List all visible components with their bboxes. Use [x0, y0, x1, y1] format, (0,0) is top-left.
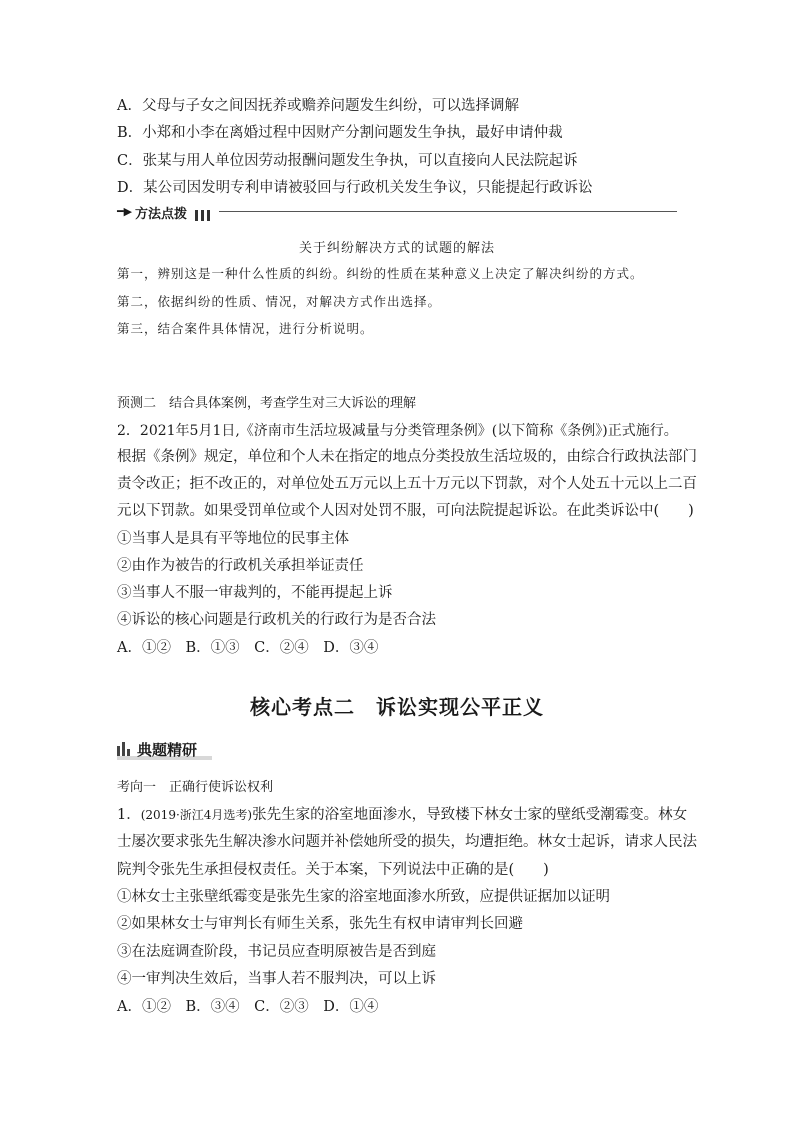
- method-point-1: 第一，辨别这是一种什么性质的纠纷。纠纷的性质在某种意义上决定了解决纠纷的方式。: [117, 266, 644, 281]
- question-2-line-3: 责令改正；拒不改正的，对单位处五万元以上五十万元以下罚款，对个人处五十元以上二百: [117, 476, 697, 492]
- statement-4: ④一审判决生效后，当事人若不服判决，可以上诉: [117, 971, 436, 987]
- bar-blocks-icon: [195, 206, 213, 217]
- direction-heading: 考向一 正确行使诉讼权利: [117, 780, 274, 795]
- divider-line: [219, 211, 677, 212]
- question-2-line-2: 根据《条例》规定，单位和个人未在指定的地点分类投放生活垃圾的，由综合行政执法部门: [117, 449, 697, 465]
- question-2-line-4: 元以下罚款。如果受罚单位或个人因对处罚不服，可向法院提起诉讼。在此类诉讼中( ): [117, 503, 694, 519]
- statement-2: ②由作为被告的行政机关承担举证责任: [117, 558, 364, 574]
- method-tip-label: 方法点拨: [135, 207, 188, 222]
- statement-2: ②如果林女士与审判长有师生关系，张先生有权申请审判长回避: [117, 916, 523, 932]
- option-b: B．小郑和小李在离婚过程中因财产分割问题发生争执，最好申请仲裁: [117, 125, 563, 141]
- statement-4: ④诉讼的核心问题是行政机关的行政行为是否合法: [117, 612, 436, 628]
- section-title: 核心考点二 诉讼实现公平正义: [250, 695, 544, 719]
- option-c: C．张某与用人单位因劳动报酬问题发生争执，可以直接向人民法院起诉: [117, 153, 578, 169]
- question-1-line-3: 院判令张先生承担侵权责任。关于本案，下列说法中正确的是( ): [117, 862, 549, 878]
- prediction-heading: 预测二 结合具体案例，考查学生对三大诉讼的理解: [117, 396, 417, 411]
- method-tip-bar: [117, 203, 677, 221]
- statement-1: ①林女士主张壁纸霉变是张先生家的浴室地面渗水所致，应提供证据加以证明: [117, 889, 610, 905]
- method-point-3: 第三，结合案件具体情况，进行分析说明。: [117, 321, 374, 336]
- answer-choices: A．①② B．①③ C．②④ D．③④: [117, 640, 379, 656]
- bar-chart-icon: [117, 742, 131, 756]
- option-d: D．某公司因发明专利申请被驳回与行政机关发生争议，只能提起行政诉讼: [117, 180, 593, 196]
- arrow-icon: ━▶: [117, 205, 133, 218]
- box-title-text: 典题精研: [137, 741, 198, 759]
- question-source: (2019·浙江4月选考): [140, 808, 253, 822]
- option-a: A．父母与子女之间因抚养或赡养问题发生纠纷，可以选择调解: [117, 98, 519, 114]
- answer-choices: A．①② B．③④ C．②③ D．①④: [117, 999, 379, 1015]
- method-title: 关于纠纷解决方式的试题的解法: [298, 241, 495, 256]
- question-2-line-1: 2．2021年5月1日,《济南市生活垃圾减量与分类管理条例》(以下简称《条例》)正式施行。: [117, 423, 678, 439]
- method-point-2: 第二，依据纠纷的性质、情况，对解决方式作出选择。: [117, 294, 442, 309]
- question-number: 1．: [117, 807, 141, 823]
- statement-3: ③在法庭调查阶段，书记员应查明原被告是否到庭: [117, 944, 436, 960]
- question-1-first-text: 张先生家的浴室地面渗水，导致楼下林女士家的壁纸受潮霉变。林女: [252, 807, 688, 823]
- statement-1: ①当事人是具有平等地位的民事主体: [117, 531, 349, 547]
- statement-3: ③当事人不服一审裁判的，不能再提起上诉: [117, 585, 393, 601]
- question-1-line-2: 士屡次要求张先生解决渗水问题并补偿她所受的损失，均遭拒绝。林女士起诉，请求人民法: [117, 834, 697, 850]
- question-1-line-1: [117, 805, 687, 825]
